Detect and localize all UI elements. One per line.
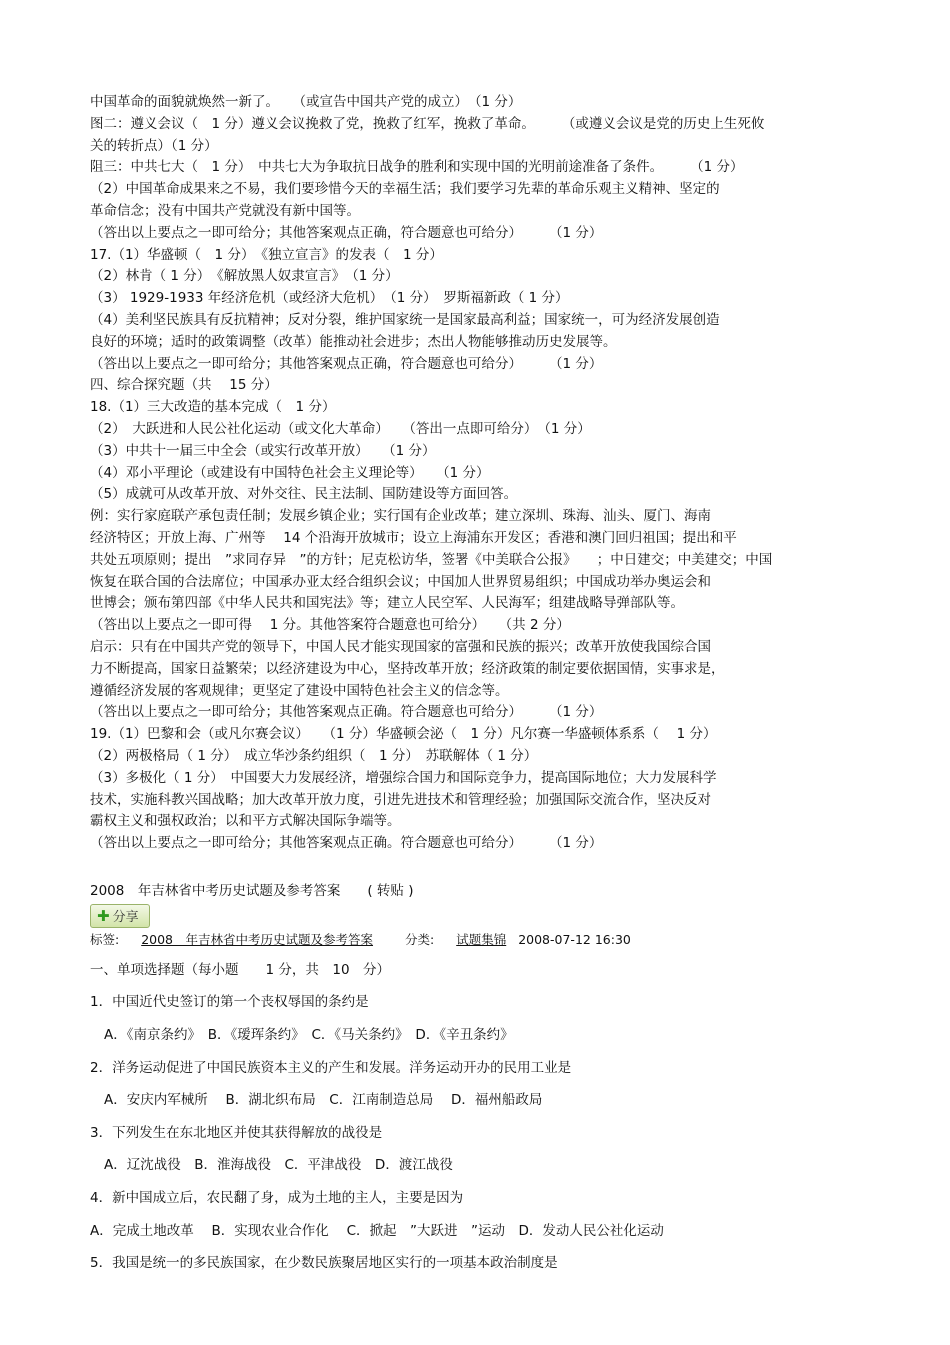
answer-line: 18.（1）三大改造的基本完成（ 1 分）	[90, 399, 336, 416]
question-line: 4．新中国成立后，农民翻了身，成为土地的主人，主要是因为	[90, 1190, 464, 1207]
answer-line: 关的转折点）（1 分）	[90, 137, 218, 154]
answer-line: （答出以上要点之一即可给分；其他答案观点正确，符合题意也可给分） （1 分）	[90, 355, 603, 372]
answer-line: （2）中国革命成果来之不易，我们要珍惜今天的幸福生活；我们要学习先辈的革命乐观主义精神、坚定的	[90, 181, 720, 198]
answer-line: 力不断提高，国家日益繁荣；以经济建设为中心，坚持改革开放；经济政策的制定要依据国情，实事求是，	[90, 660, 725, 677]
plus-icon: ✚	[97, 906, 110, 925]
question-options: A．辽沈战役 B．淮海战役 C．平津战役 D．渡江战役	[104, 1157, 453, 1174]
answer-line: 良好的环境；适时的政策调整（改革）能推动社会进步；杰出人物能够推动历史发展等。	[90, 333, 617, 350]
answer-line: 遵循经济发展的客观规律；更坚定了建设中国特色社会主义的信念等。	[90, 682, 509, 699]
answer-section	[90, 92, 860, 855]
answer-line: 恢复在联合国的合法席位；中国承办亚太经合组织会议；中国加人世界贸易组织；中国成功举办奥运会和	[90, 573, 711, 590]
question-line: 1．中国近代史签订的第一个丧权辱国的条约是	[90, 994, 369, 1011]
answer-line: 17.（1）华盛顿（ 1 分） 《独立宣言》的发表（ 1 分）	[90, 246, 443, 263]
answer-line: （答出以上要点之一即可给分；其他答案观点正确，符合题意也可给分） （1 分）	[90, 224, 603, 241]
question-line: 一、单项选择题（每小题 1 分，共 10 分）	[90, 961, 391, 978]
answer-line: 启示：只有在中国共产党的领导下，中国人民才能实现国家的富强和民族的振兴；改革开放使我国综合国	[90, 638, 711, 655]
answer-line: （2）两极格局（ 1 分） 成立华沙条约组织（ 1 分） 苏联解体（ 1 分）	[90, 747, 538, 764]
answer-line: 技术，实施科教兴国战略；加大改革开放力度，引进先进技术和管理经验；加强国际交流合作，坚决反对	[90, 791, 711, 808]
answer-line: 共处五项原则；提出 ”求同存异 ”的方针；尼克松访华，签署《中美联合公报》 ；中日建交；中美建交；中国	[90, 551, 773, 568]
share-button[interactable]	[90, 904, 150, 928]
question-line: 5．我国是统一的多民族国家，在少数民族聚居地区实行的一项基本政治制度是	[90, 1255, 558, 1272]
answer-line: 经济特区；开放上海、广州等 14 个沿海开放城市；设立上海浦东开发区；香港和澳门回归祖国；提出和平	[90, 529, 737, 546]
answer-line: 四、综合探究题（共 15 分）	[90, 377, 278, 394]
question-options: A．《南京条约》 B．《瑷珲条约》 C．《马关条约》 D．《辛丑条约》	[104, 1027, 514, 1044]
answer-line: 霸权主义和强权政治；以和平方式解决国际争端等。	[90, 813, 401, 830]
document-page	[90, 92, 860, 1273]
answer-line: （3） 1929-1933 年经济危机（或经济大危机） （1 分） 罗斯福新政（ 1 分）	[90, 290, 569, 307]
category-link[interactable]: 试题集锦	[456, 931, 507, 947]
answer-line: （4）美利坚民族具有反抗精神；反对分裂，维护国家统一是国家最高利益；国家统一，可为经济发展创造	[90, 311, 720, 328]
answer-line: （5）成就可从改革开放、对外交往、民主法制、国防建设等方面回答。	[90, 486, 518, 503]
question-line: 3．下列发生在东北地区并使其获得解放的战役是	[90, 1124, 383, 1141]
answer-line: （2） 大跃进和人民公社化运动（或文化大革命） （答出一点即可给分） （1 分）	[90, 420, 591, 437]
post-datetime: 2008-07-12 16:30	[518, 931, 631, 947]
post-meta	[90, 930, 860, 950]
answer-line: （2）林肯（ 1 分） 《解放黑人奴隶宣言》 （1 分）	[90, 268, 399, 285]
question-options: A．安庆内军械所 B．湖北织布局 C．江南制造总局 D．福州船政局	[104, 1092, 543, 1109]
answer-line: 阻三：中共七大（ 1 分） 中共七大为争取抗日战争的胜利和实现中国的光明前途准备了条件。 （1 分）	[90, 159, 744, 176]
answer-line: （答出以上要点之一即可得 1 分。其他答案符合题意也可给分） （共 2 分）	[90, 617, 570, 634]
post-title: 2008 年吉林省中考历史试题及参考答案 ( 转贴 )	[90, 882, 414, 899]
answer-line: 中国革命的面貌就焕然一新了。 （或宣告中国共产党的成立） （1 分）	[90, 94, 522, 110]
answer-line: 图二：遵义会议（ 1 分）遵义会议挽救了党，挽救了红军，挽救了革命。 （或遵义会议是党的历史上生死攸	[90, 115, 765, 132]
answer-line: 革命信念；没有中国共产党就没有新中国等。	[90, 202, 360, 219]
answer-line: 19.（1）巴黎和会（或凡尔赛会议） （1 分）华盛顿会泌（ 1 分）凡尔赛一华盛顿体系系（ 1 分）	[90, 726, 717, 743]
answer-line: （4）邓小平理论（或建设有中国特色社会主义理论等） （1 分）	[90, 464, 490, 481]
question-line: 2．洋务运动促进了中国民族资本主义的产生和发展。洋务运动开办的民用工业是	[90, 1059, 572, 1076]
answer-line: （3）多极化（ 1 分） 中国要大力发展经济，增强综合国力和国际竞争力，提高国际地位；大力发展科学	[90, 769, 717, 786]
answer-line: （3）中共十一届三中全会（或实行改革开放） （1 分）	[90, 442, 436, 459]
category-label: 分类:	[405, 931, 435, 947]
answer-line: （答出以上要点之一即可给分；其他答案观点正确。符合题意也可给分） （1 分）	[90, 704, 603, 721]
question-section	[90, 960, 860, 1273]
answer-line: （答出以上要点之一即可给分；其他答案观点正确。符合题意也可给分） （1 分）	[90, 835, 603, 852]
share-label: 分享	[112, 910, 139, 926]
tags-label: 标签:	[90, 931, 120, 947]
tag-link[interactable]: 2008 年吉林省中考历史试题及参考答案	[141, 931, 374, 947]
answer-line: 世博会；颁布第四部《中华人民共和国宪法》等；建立人民空军、人民海军；组建战略导弹部队等。	[90, 595, 684, 612]
answer-line: 例：实行家庭联产承包责任制；发展乡镇企业；实行国有企业改革；建立深圳、珠海、汕头、厦门、海南	[90, 508, 711, 525]
question-line: A．完成土地改革 B．实现农业合作化 C．掀起 ”大跃进 ”运动 D．发动人民公社化运动	[90, 1222, 664, 1239]
